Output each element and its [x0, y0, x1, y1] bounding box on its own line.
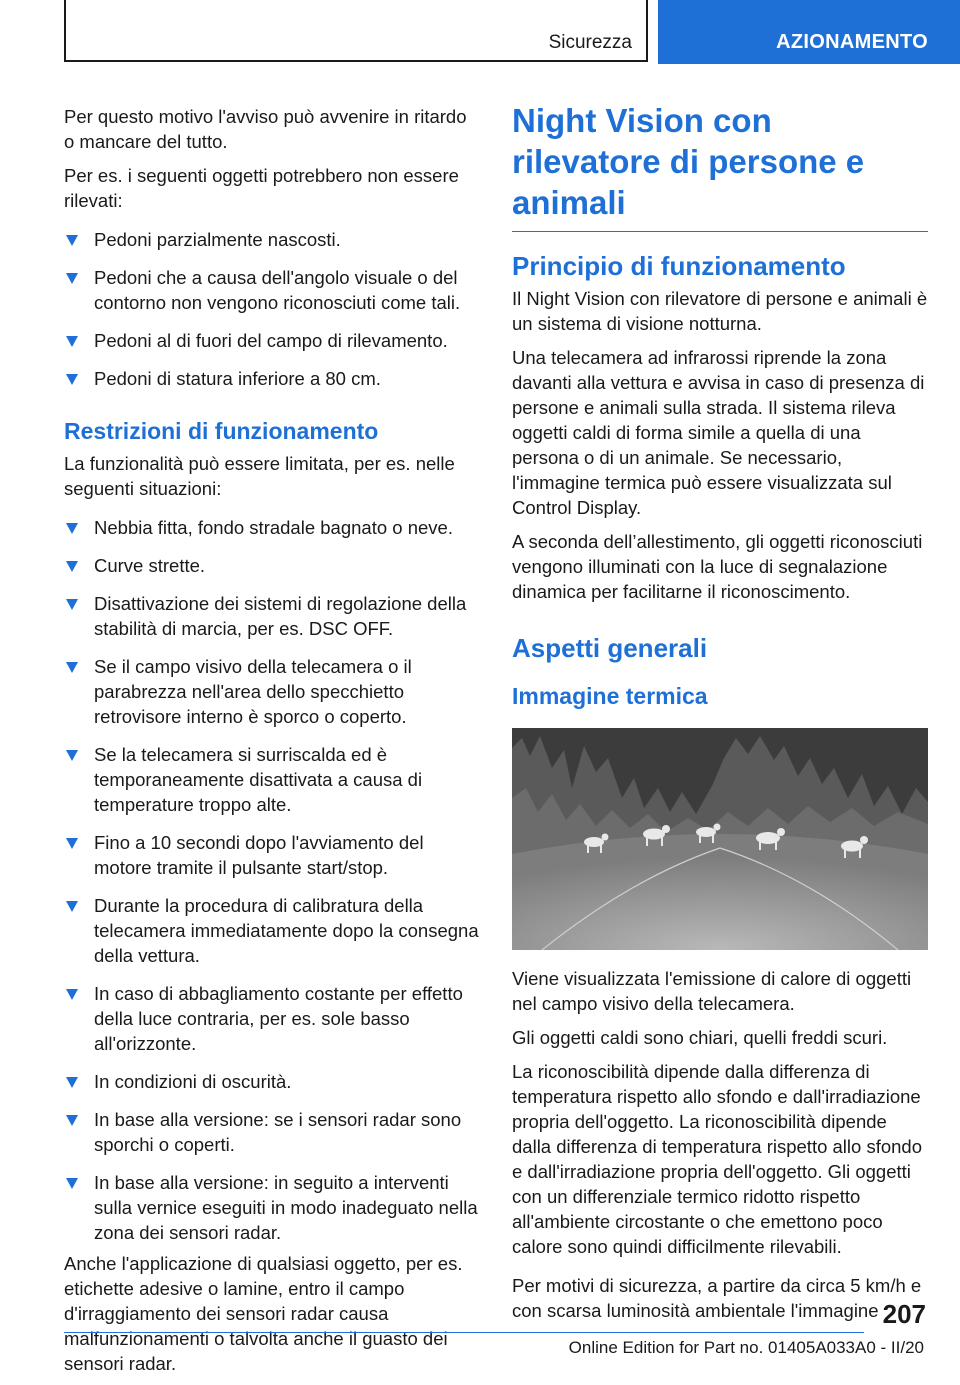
closing-paragraph: Anche l'applicazione di qualsiasi oggetto, per es. etichette adesive o lamine, entro il campo d'irraggiamento dei sensori radar causa malfunzionamenti o talvolta anche il guasto dei sensori radar.: [64, 1253, 463, 1374]
list-item-text: Pedoni di statura inferiore a 80 cm.: [94, 368, 381, 389]
principle-paragraph: A seconda dell’allestimento, gli oggetti riconosciuti vengono illuminati con la luce di segnalazione dinamica per facilitarne il riconoscimento.: [512, 531, 923, 602]
list-item-text: Disattivazione dei sistemi di regolazione della stabilità di marcia, per es. DSC OFF.: [94, 593, 467, 639]
edition-label: Online Edition for Part no. 01405A033A0 - II/20: [568, 1338, 924, 1357]
list-item: [64, 227, 480, 252]
restrictions-heading: Restrizioni di funzionamento: [64, 418, 379, 444]
triangle-bullet-icon: [66, 235, 78, 246]
triangle-bullet-icon: [66, 750, 78, 761]
triangle-bullet-icon: [66, 1115, 78, 1126]
left-column: [64, 104, 480, 1385]
list-item: [64, 1069, 480, 1094]
list-item-text: In base alla versione: in seguito a interventi sulla vernice eseguiti in modo inadeguato nella zona dei sensori radar.: [94, 1172, 478, 1243]
list-item: [64, 654, 480, 729]
list-item: [64, 591, 480, 641]
thermal-image-heading: Immagine termica: [512, 683, 708, 709]
triangle-bullet-icon: [66, 838, 78, 849]
list-item-text: In caso di abbagliamento costante per effetto della luce contraria, per es. sole basso all'orizzonte.: [94, 983, 463, 1054]
list-item-text: Se la telecamera si surriscalda ed è temporaneamente disattivata a causa di temperature troppo alte.: [94, 744, 423, 815]
section-label: Sicurezza: [548, 32, 632, 53]
list-item-text: Se il campo visivo della telecamera o il parabrezza nell'area dello specchietto retrovisore interno è sporco o coperto.: [94, 656, 412, 727]
restrictions-list: [64, 515, 480, 1245]
triangle-bullet-icon: [66, 989, 78, 1000]
list-item-text: Pedoni parzialmente nascosti.: [94, 229, 341, 250]
list-item: [64, 366, 480, 391]
chapter-label: AZIONAMENTO: [776, 31, 928, 53]
list-item-text: Pedoni che a causa dell'angolo visuale o del contorno non vengono riconosciuti come tali.: [94, 267, 461, 313]
list-item: [64, 830, 480, 880]
list-item: [64, 893, 480, 968]
header-section-tab: [64, 0, 648, 62]
triangle-bullet-icon: [66, 662, 78, 673]
section-title: Night Vision con rilevatore di persone e animali: [512, 102, 865, 221]
list-item: [64, 328, 480, 353]
list-item-text: Durante la procedura di calibratura della telecamera immediatamente dopo la consegna della vettura.: [94, 895, 479, 966]
list-item: [64, 265, 480, 315]
triangle-bullet-icon: [66, 599, 78, 610]
triangle-bullet-icon: [66, 336, 78, 347]
thermal-paragraph: La riconoscibilità dipende dalla differenza di temperatura rispetto allo sfondo e dall'irradiazione propria dell'oggetto. La riconoscibilità dipende dalla differenza di temperatura rispetto allo sfondo e dall'irradiazione propria dell'oggetto. Gli oggetti con un differenziale termico ridotto rispetto all'ambiente circostante o che emettono poco calore sono quindi difficilmente rilevabili.: [512, 1061, 922, 1257]
restrictions-intro: La funzionalità può essere limitata, per es. nelle seguenti situazioni:: [64, 453, 455, 499]
general-heading: Aspetti generali: [512, 633, 708, 663]
list-item: [64, 1170, 480, 1245]
triangle-bullet-icon: [66, 374, 78, 385]
triangle-bullet-icon: [66, 901, 78, 912]
page-number: 207: [882, 1299, 926, 1329]
list-item: [64, 981, 480, 1056]
principle-paragraph: Il Night Vision con rilevatore di persone e animali è un sistema di visione notturna.: [512, 288, 928, 334]
list-item-text: Pedoni al di fuori del campo di rilevamento.: [94, 330, 448, 351]
list-item-text: Nebbia fitta, fondo stradale bagnato o neve.: [94, 517, 453, 538]
undetected-objects-list: [64, 227, 480, 391]
list-item: [64, 515, 480, 540]
triangle-bullet-icon: [66, 561, 78, 572]
list-item-text: Fino a 10 secondi dopo l'avviamento del motore tramite il pulsante start/stop.: [94, 832, 424, 878]
triangle-bullet-icon: [66, 523, 78, 534]
title-divider: [512, 231, 928, 232]
footer-divider: [64, 1332, 864, 1333]
thermal-paragraph: Gli oggetti caldi sono chiari, quelli freddi scuri.: [512, 1027, 888, 1048]
list-item-text: In condizioni di oscurità.: [94, 1071, 292, 1092]
list-item-text: Curve strette.: [94, 555, 206, 576]
list-item-text: In base alla versione: se i sensori radar sono sporchi o coperti.: [94, 1109, 462, 1155]
thermal-paragraph: Per motivi di sicurezza, a partire da circa 5 km/h e con scarsa luminosità ambientale l'immagine: [512, 1275, 922, 1321]
triangle-bullet-icon: [66, 1178, 78, 1189]
list-item: [64, 1107, 480, 1157]
right-column: [512, 104, 928, 1332]
thermal-image-illustration: [512, 728, 928, 950]
intro-paragraph: Per questo motivo l'avviso può avvenire in ritardo o mancare del tutto.: [64, 106, 467, 152]
list-item: [64, 742, 480, 817]
principle-heading: Principio di funzionamento: [512, 251, 846, 281]
principle-paragraph: Una telecamera ad infrarossi riprende la zona davanti alla vettura e avvisa in caso di presenza di persone e animali sulla strada. Il sistema rileva oggetti caldi di forma simile a quella di una persona o di un animale. Se necessario, l'immagine termica può essere visualizzata sul Control Display.: [512, 347, 925, 518]
triangle-bullet-icon: [66, 273, 78, 284]
intro-paragraph: Per es. i seguenti oggetti potrebbero non essere rilevati:: [64, 165, 459, 211]
list-item: [64, 553, 480, 578]
thermal-paragraph: Viene visualizzata l'emissione di calore di oggetti nel campo visivo della telecamera.: [512, 968, 912, 1014]
header-chapter-tab: [658, 0, 960, 64]
triangle-bullet-icon: [66, 1077, 78, 1088]
